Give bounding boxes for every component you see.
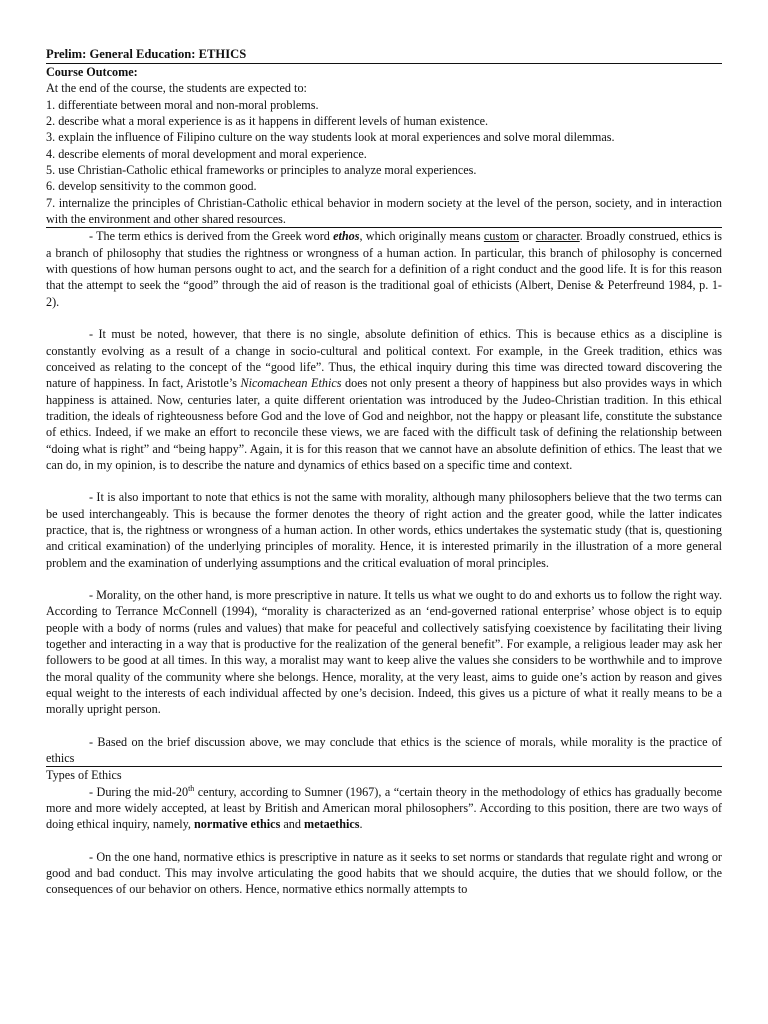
document-title: Prelim: General Education: ETHICS [46,47,247,61]
outcome-item: 2. describe what a moral experience is as it happens in different levels of human existence. [46,114,489,129]
body-paragraph-5: - Based on the brief discussion above, we may conclude that ethics is the science of morals, while morality is the practice of ethics [46,734,722,766]
types-paragraph-1: - During the mid-20th century, according to Sumner (1967), a “certain theory in the methodology of ethics has gradually become more and more widely accepted, at least by British and American moral philosophers”. According to this position, there are two ways of doing ethical inquiry, namely, normative ethics and metaethics. [46,783,722,832]
outcome-item: 4. describe elements of moral development and moral experience. [46,146,367,161]
outcome-item: 7. internalize the principles of Christian-Catholic ethical behavior in modern society at the level of the person, society, and in interaction with the environment and other shared resources. [46,195,722,227]
term-character: character [535,229,580,244]
term-metaethics: metaethics [304,817,360,832]
body-paragraph-1: - The term ethics is derived from the Greek word ethos, which originally means custom or character. Broadly construed, ethics is a branch of philosophy that studies the rightness or wrongness of a human action. In particular, this branch of philosophy is concerned with questions of how human persons ought to act, and the search for a definition of a right conduct and the good life. It is for this reason that the attempt to seek the “good” through the aid of reason is the traditional goal of ethicists (Albert, Denise & Peterfreund 1984, p. 1-2). [46,229,723,309]
body-paragraph-4: - Morality, on the other hand, is more prescriptive in nature. It tells us what we ought to do and exhorts us to follow the right way. According to Terrance McConnell (1994), “morality is characterized as an ‘end-governed rational enterprise’ whose object is to equip people with a body of norms (rules and values) that make for peaceful and collectively satisfying coexistence by facilitating their living together and interacting in a way that is productive for the realization of the general benefit”. For example, a religious leader may ask her followers to be good at all times. In this way, a moralist may want to keep alive the values she considers to be worthwhile and to improve the moral quality of the community where she belongs. Hence, morality, at the very least, aims to guide one’s action by reason and gives equal weight to the interests of each individual affected by one’s decision. Indeed, this gives us a picture of what it really means to be a morally upright person. [46,587,722,717]
document-page [46,46,722,898]
body-paragraph-2: - It must be noted, however, that there is no single, absolute definition of ethics. This is because ethics as a discipline is constantly evolving as a result of a change in socio-cultural and political context. For example, in the Greek tradition, ethics was conceived as relating to the concept of the “good life”. Thus, the ethical inquiry during this time was directed toward discovering the nature of happiness. In fact, Aristotle’s Nicomachean Ethics does not only present a theory of happiness but also provides ways in which happiness is attained. Now, centuries later, a quite different orientation was introduced by the Judeo-Christian tradition. In this ethical tradition, the ideals of righteousness before God and the love of God and neighbor, not the happy or pleasant life, constitute the substance of ethics. Indeed, if we make an effort to reconcile these views, we are faced with the difficult task of defining the relationship between “doing what is right” and “being happy”. Again, it is for this reason that we cannot have an absolute definition of ethics. The least that we can do, in my opinion, is to describe the nature and dynamics of ethics based on a specific time and context. [46,327,722,472]
term-custom: custom [483,229,520,244]
work-title: Nicomachean Ethics [240,376,342,391]
types-of-ethics-heading: Types of Ethics [46,768,122,783]
course-outcome-heading: Course Outcome: [46,65,138,79]
outcome-item: 6. develop sensitivity to the common good. [46,179,257,194]
outcome-item: 5. use Christian-Catholic ethical frameworks or principles to analyze moral experiences. [46,163,477,178]
course-outcome-intro: At the end of the course, the students are expected to: [46,81,307,96]
outcome-item: 3. explain the influence of Filipino culture on the way students look at moral experiences and solve moral dilemmas. [46,130,615,145]
outcome-item: 1. differentiate between moral and non-moral problems. [46,97,319,112]
course-outcome-section [46,64,722,227]
term-normative-ethics: normative ethics [194,817,281,832]
term-ethos: ethos [333,229,360,244]
types-paragraph-2: - On the one hand, normative ethics is prescriptive in nature as it seeks to set norms or standards that regulate right and wrong or good and bad conduct. This may involve articulating the good habits that we should acquire, the duties that we should follow, or the consequences of our behavior on others. Hence, normative ethics normally attempts to [46,849,722,897]
body-paragraph-3: - It is also important to note that ethics is not the same with morality, although many philosophers believe that the two terms can be used interchangeably. This is because the former denotes the theory of right action and the greater good, while the latter indicates practice, that is, the rightness or wrongness of a human action. In other words, ethics undertakes the systematic study (that is, questioning and critical examination) of the underlying principles of morality. Hence, it is interested primarily in the illustration of a more general problem and the examination of underlying assumptions and the critical evaluation of moral principles. [46,490,722,570]
